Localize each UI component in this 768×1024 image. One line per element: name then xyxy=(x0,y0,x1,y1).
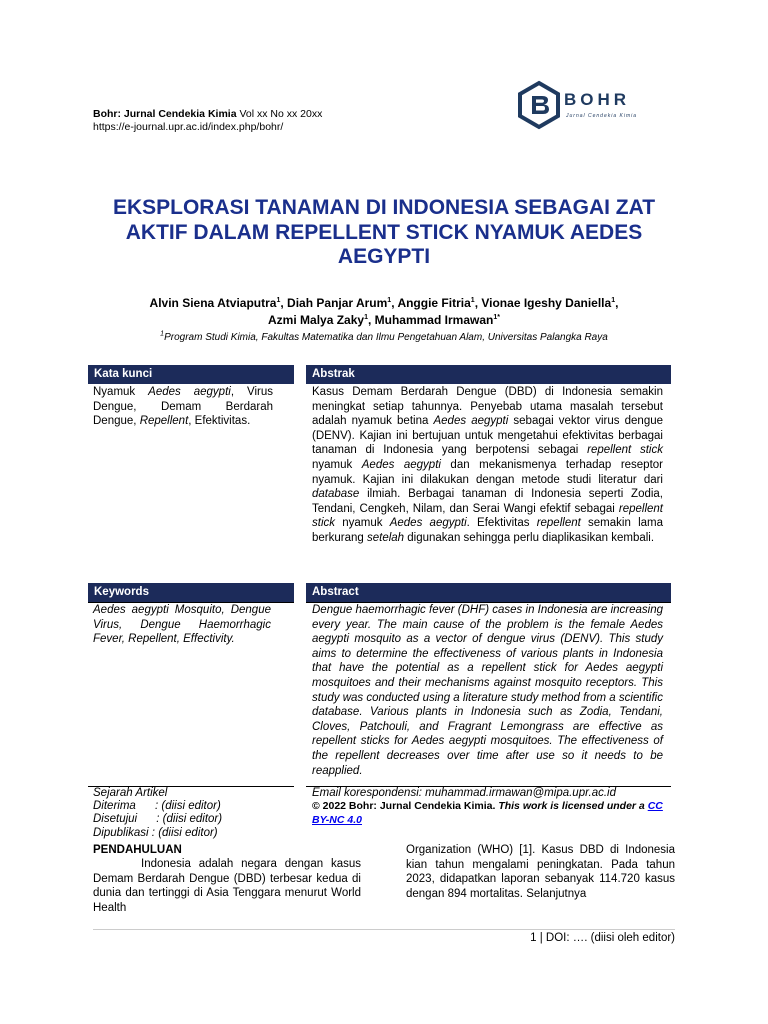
kata-kunci-heading: Kata kunci xyxy=(88,365,294,384)
page-footer xyxy=(460,930,675,946)
copyright-text: © 2022 Bohr: Jurnal Cendekia Kimia. xyxy=(312,800,496,813)
journal-url[interactable]: https://e-journal.upr.ac.id/index.php/bohr/ xyxy=(93,121,284,133)
bohr-logo xyxy=(516,80,676,130)
author-name: Diah Panjar Arum xyxy=(287,296,388,310)
copyright-notice xyxy=(312,800,672,827)
author-sup: 1 xyxy=(364,314,368,321)
correspondence-email[interactable]: Email korespondensi: muhammad.irmawan@mipa.upr.ac.id xyxy=(312,787,616,799)
abstract-text: Dengue haemorrhagic fever (DHF) cases in Indonesia are increasing every year. The main cause of the problem is the female Aedes aegypti mosquito as a vector of dengue virus (DENV). This study aims to determine the effectiveness of various plants in Indonesia that have the potential as a repellent stick for Aedes aegypti mosquitoes and their mechanisms against mosquito receptors. This study was conducted using a literature study method from a scientific database. Various plants in Indonesia such as Zodia, Tendani, Cloves, Patchouli, and Fragrant Lemongrass are effective as repellent sticks for Aedes aegypti mosquitoes. The effectiveness of the repellent decreases over time after use so it needs to be reapplied. xyxy=(312,604,663,777)
logo-subtitle: Jurnal Cendekia Kimia xyxy=(566,113,638,119)
abstrak-text: Kasus Demam Berdarah Dengue (DBD) di Indonesia semakin meningkat setiap tahunnya. Penyebab utama masalah tersebut adalah nyamuk betina Aedes aegypti sebagai vektor virus dengue (DENV). Kajian ini bertujuan untuk mengetahui efektivitas berbagai tanaman di Indonesia yang berpotensi sebagai repellent stick nyamuk Aedes aegypti dan mekanismenya terhadap reseptor nyamuk. Kajian ini dilakukan dengan metode studi literatur dari database ilmiah. Berbagai tanaman di Indonesia seperti Zodia, Tendani, Cengkeh, Nilam, dan Serai Wangi efektif sebagai repellent stick nyamuk Aedes aegypti. Efektivitas repellent semakin lama berkurang setelah digunakan sehingga perlu diaplikasikan kembali. xyxy=(312,386,664,544)
author-name: Azmi Malya Zaky xyxy=(268,313,365,327)
keywords-heading: Keywords xyxy=(88,583,294,602)
journal-volume: Vol xx No xx 20xx xyxy=(239,108,323,120)
intro-right-column: Organization (WHO) [1]. Kasus DBD di Indonesia kian tahun mengalami peningkatan. Pada tahun 2023, didapatkan laporan sebanyak 114.720 kasus dengan 894 mortalitas. Selanjutnya xyxy=(406,844,675,900)
affil-sup: 1 xyxy=(160,330,165,338)
affiliation xyxy=(93,331,675,344)
author-list: Alvin Siena Atviaputra$^1$, Diah Panjar Arum$^1$, Anggie Fitria$^1$, Vionae Igeshy Daniella$^1$, Azmi Malya Zaky$^1$, Muhammad Irmawan$^{1*}$ xyxy=(149,296,619,327)
intro-left-column: Indonesia adalah negara dengan kasus Demam Berdarah Dengue (DBD) terbesar kedua di dunia dan tertinggi di Asia Tenggara menurut World Health xyxy=(93,858,361,914)
history-heading: Sejarah Artikel xyxy=(93,787,168,799)
abstrak-heading: Abstrak xyxy=(306,365,671,384)
journal-name: Bohr: Jurnal Cendekia Kimia xyxy=(93,108,237,120)
author-sup: 1 xyxy=(611,297,616,304)
license-text: This work is licensed under a xyxy=(498,800,645,813)
author-sup: 1 xyxy=(276,297,281,304)
hexagon-logo-icon xyxy=(516,80,562,130)
doi-text: | DOI: …. (diisi oleh editor) xyxy=(539,932,675,944)
author-sup: 1* xyxy=(493,314,500,321)
history-accepted: Disetujui : (diisi editor) xyxy=(93,813,223,826)
page-number: 1 xyxy=(530,932,537,944)
journal-header xyxy=(93,108,322,134)
paper-title: EKSPLORASI TANAMAN DI INDONESIA SEBAGAI ZAT AKTIF DALAM REPELLENT STICK NYAMUK AEDES AEGYPTI xyxy=(112,196,656,268)
correspondence xyxy=(312,787,672,827)
author-name: Alvin Siena Atviaputra xyxy=(149,296,277,310)
article-history xyxy=(93,787,293,840)
logo-word: BOHR xyxy=(564,90,631,109)
author-name: Vionae Igeshy Daniella xyxy=(481,296,612,310)
author-name: Muhammad Irmawan xyxy=(374,313,494,327)
author-sup: 1 xyxy=(470,297,475,304)
section-heading: PENDAHULUAN xyxy=(93,844,182,856)
author-name: Anggie Fitria xyxy=(397,296,471,310)
history-published: Dipublikasi : (diisi editor) xyxy=(93,826,218,839)
keywords-text: Aedes aegypti Mosquito, Dengue Virus, Dengue Haemorrhagic Fever, Repellent, Effectivity. xyxy=(93,604,271,646)
affiliation-text: Program Studi Kimia, Fakultas Matematika dan Ilmu Pengetahuan Alam, Universitas Palangka Raya xyxy=(164,332,608,343)
kata-kunci-text: Nyamuk Aedes aegypti, Virus Dengue, Demam Berdarah Dengue, Repellent, Efektivitas. xyxy=(93,386,273,428)
history-received: Diterima : (diisi editor) xyxy=(93,800,221,813)
abstract-heading: Abstract xyxy=(306,583,671,602)
author-sup: 1 xyxy=(387,297,392,304)
license-link[interactable]: CC BY-NC 4.0 xyxy=(312,800,663,826)
